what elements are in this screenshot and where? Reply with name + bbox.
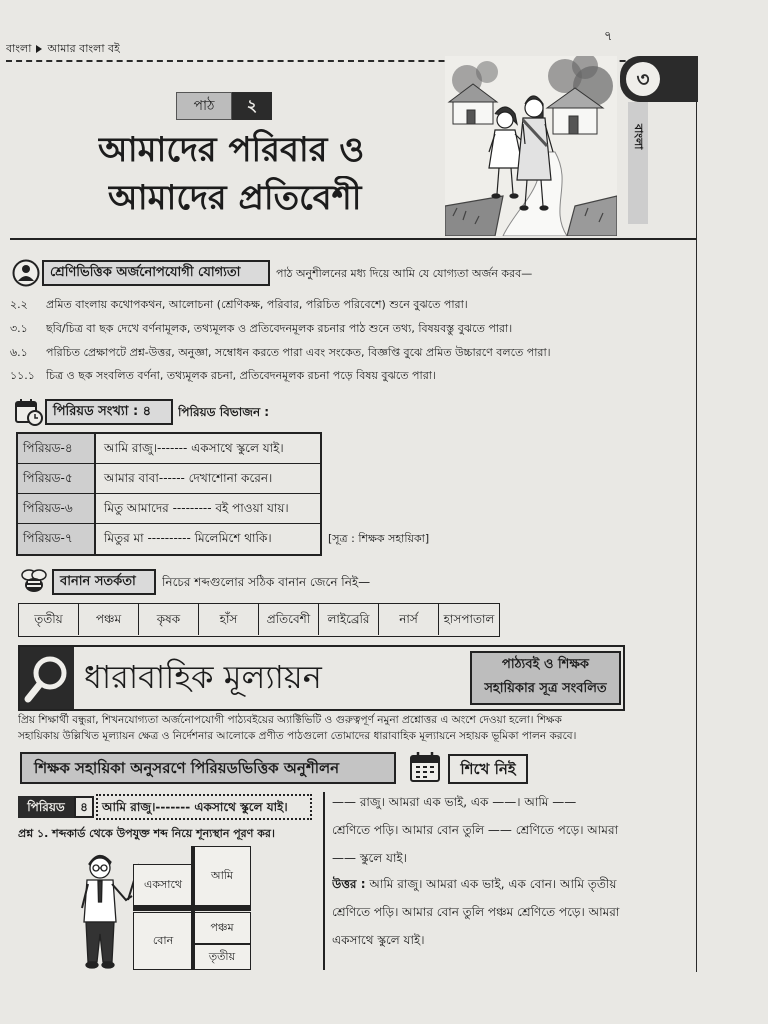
lesson-number: ২ — [232, 92, 272, 120]
practice-period-number: ৪ — [74, 796, 94, 818]
spelling-intro: নিচের শব্দগুলোর সঠিক বানান জেনে নিই— — [162, 575, 371, 589]
word-card: পঞ্চম — [193, 912, 251, 944]
competency-code: ২.২ — [10, 298, 28, 311]
lesson-label — [176, 92, 272, 120]
period-division-label: পিরিয়ড বিভাজন : — [178, 405, 270, 419]
subject-strip — [628, 102, 648, 224]
spelling-words-row — [18, 603, 500, 637]
running-header — [6, 40, 120, 58]
spelling-word: লাইব্রেরি — [319, 604, 379, 635]
lesson-label-text: পাঠ — [176, 92, 232, 120]
page-number: ৭ — [604, 29, 613, 44]
assessment-badge-line-1: পাঠ্যবই ও শিক্ষক — [502, 657, 589, 672]
word-card-grid — [133, 846, 253, 972]
magnifier-icon — [20, 647, 74, 709]
competency-heading: শ্রেণিভিত্তিক অর্জনোপযোগী যোগ্যতা — [42, 260, 270, 286]
practice-period-label: পিরিয়ড — [18, 796, 74, 818]
calendar-icon — [408, 750, 444, 784]
assessment-paragraph-line: সহায়িকায় উল্লিখিত মূল্যায়ন ক্ষেত্র ও নির্দেশনার আলোকে প্রণীত পাঠগুলো তোমাদের ধারাবাহিক মূল্যায়নে সহায়ক ভূমিকা পালন করবে। — [18, 730, 577, 742]
answer-line — [332, 872, 632, 896]
spelling-word: নার্স — [379, 604, 439, 635]
period-cell: পিরিয়ড-৪ — [18, 434, 96, 463]
answer-line: একসাথে স্কুলে যাই। — [332, 933, 425, 947]
assessment-icon-block — [20, 647, 74, 709]
chapter-tab — [620, 56, 698, 102]
learn-label: শিখে নিই — [448, 754, 528, 784]
fill-blank-line: —— স্কুলে যাই। — [332, 851, 407, 865]
period-content-cell: মিতু আমাদের --------- বই পাওয়া যায়। — [104, 501, 289, 515]
student-icon — [12, 259, 40, 287]
right-margin-rule — [696, 56, 697, 972]
assessment-paragraph-line: প্রিয় শিক্ষার্থী বন্ধুরা, শিখনযোগ্যতা অর্জনোপযোগী পাঠ্যবইয়ের অ্যাক্টিভিটি ও গুরুত্বপূর্ণ নমুনা প্রশ্নোত্তর এ অংশে দেওয়া হলো। শিক্ষক — [18, 714, 562, 726]
lesson-title-line-1: আমাদের পরিবার ও — [98, 130, 365, 170]
word-card: বোন — [133, 912, 193, 970]
answer-text: আমি রাজু। আমরা এক ভাই, এক বোন। আমি তৃতীয় — [369, 877, 617, 891]
answer-line: শ্রেণিতে পড়ি। আমার বোন তুলি পঞ্চম শ্রেণিতে পড়ে। আমরা — [332, 905, 620, 919]
period-count: পিরিয়ড সংখ্যা : ৪ — [45, 399, 173, 425]
illustration-girls-walking — [445, 56, 617, 236]
spelling-word: কৃষক — [139, 604, 199, 635]
word-card: তৃতীয় — [193, 944, 251, 970]
triangle-right-icon — [36, 45, 42, 53]
competency-text: ছবি/চিত্র বা ছক দেখে বর্ণনামূলক, তথ্যমূলক ও প্রতিবেদনমূলক রচনার পাঠ শুনে তথ্য, বিষয়বস্তু বুঝতে পারা। — [46, 322, 513, 335]
competency-text: পরিচিত প্রেক্ষাপটে প্রশ্ন-উত্তর, অনুজ্ঞা, সম্বোধন করতে পারা এবং সংকেত, বিজ্ঞপ্তি বুঝে প্রমিত উচ্চারণে বলতে পারা। — [46, 346, 551, 359]
spelling-word: প্রতিবেশী — [259, 604, 319, 635]
period-cell: পিরিয়ড-৬ — [18, 494, 96, 523]
period-table — [16, 432, 322, 556]
fill-blank-line: —— রাজু। আমরা এক ভাই, এক ——। আমি —— — [332, 795, 577, 809]
word-card: আমি — [193, 846, 251, 906]
boy-figure — [82, 855, 139, 968]
competency-code: ৬.১ — [10, 346, 28, 359]
period-source: [সূত্র : শিক্ষক সহায়িকা] — [328, 532, 430, 545]
practice-banner: শিক্ষক সহায়িকা অনুসরণে পিরিয়ডভিত্তিক অনুশীলন — [20, 752, 396, 784]
title-rule — [10, 238, 696, 240]
period-cell: পিরিয়ড-৫ — [18, 464, 96, 493]
period-content-cell: আমার বাবা------ দেখাশোনা করেন। — [104, 471, 273, 485]
assessment-title: ধারাবাহিক মূল্যায়ন — [84, 658, 322, 696]
competency-text: প্রমিত বাংলায় কথোপকথন, আলোচনা (শ্রেণিকক্ষ, পরিবার, পরিচিত পরিবেশে) শুনে বুঝতে পারা। — [46, 298, 468, 311]
assessment-badge-line-2: সহায়িকার সূত্র সংবলিত — [484, 681, 607, 696]
subject-strip-label: বাংলা — [632, 124, 645, 150]
period-row — [18, 494, 320, 524]
spelling-heading: বানান সতর্কতা — [52, 569, 156, 595]
question-1: প্রশ্ন ১. শব্দকার্ড থেকে উপযুক্ত শব্দ নিয়ে শূন্যস্থান পূরণ কর। — [18, 827, 275, 840]
period-content-cell: মিতুর মা ---------- মিলেমিশে থাকি। — [104, 531, 272, 545]
spelling-word: তৃতীয় — [19, 604, 79, 635]
header-subject: বাংলা — [6, 41, 32, 55]
assessment-badge — [470, 651, 621, 705]
column-divider — [323, 792, 325, 970]
fill-blank-line: শ্রেণিতে পড়ি। আমার বোন তুলি —— শ্রেণিতে পড়ে। আমরা — [332, 823, 619, 837]
period-row — [18, 524, 320, 554]
calendar-clock-icon — [14, 397, 44, 427]
competency-code: ৩.১ — [10, 322, 28, 335]
competency-text: চিত্র ও ছক সংবলিত বর্ণনা, তথ্যমূলক রচনা, প্রতিবেদনমূলক রচনা পড়ে বিষয় বুঝতে পারা। — [46, 369, 436, 382]
chapter-number: ৩ — [626, 62, 660, 96]
spelling-word: হাঁস — [199, 604, 259, 635]
assessment-banner — [18, 645, 625, 711]
period-row — [18, 464, 320, 494]
card-frame-horizontal — [133, 906, 251, 911]
answer-label: উত্তর : — [332, 877, 366, 891]
practice-period-title: আমি রাজু।------- একসাথে স্কুলে যাই। — [96, 794, 312, 820]
illustration-boy-pointing — [78, 850, 140, 974]
competency-intro: পাঠ অনুশীলনের মধ্য দিয়ে আমি যে যোগ্যতা অর্জন করব— — [276, 267, 533, 280]
word-card: একসাথে — [133, 864, 193, 906]
header-book-title: আমার বাংলা বই — [47, 41, 120, 55]
spelling-word: হাসপাতাল — [443, 612, 495, 626]
period-row — [18, 434, 320, 464]
lesson-title-line-2: আমাদের প্রতিবেশী — [108, 178, 362, 218]
period-content-cell: আমি রাজু।------- একসাথে স্কুলে যাই। — [104, 441, 284, 455]
competency-code: ১১.১ — [10, 369, 35, 382]
bee-icon — [18, 566, 50, 596]
spelling-word: পঞ্চম — [79, 604, 139, 635]
period-cell: পিরিয়ড-৭ — [18, 524, 96, 554]
